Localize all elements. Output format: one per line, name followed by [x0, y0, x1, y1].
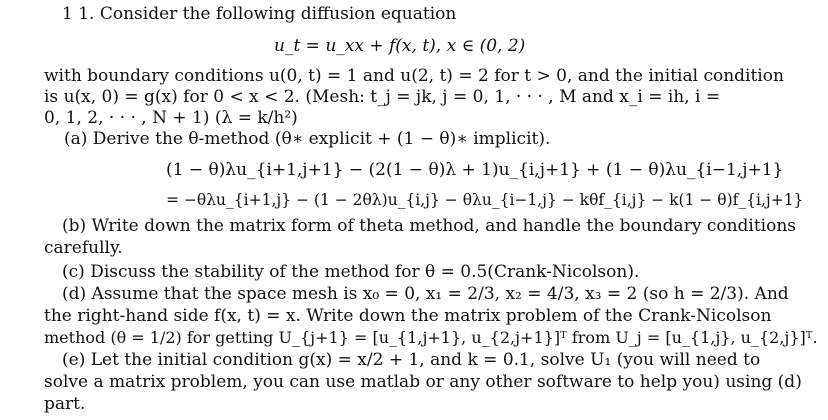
mesh-definition-text: 0, 1, 2, · · · , N + 1) (λ = k/h²): [44, 108, 298, 128]
part-e-text-continued: solve a matrix problem, you can use matlab or any other software to help you) using (d): [44, 372, 802, 392]
part-d-text-continued: the right-hand side f(x, t) = x. Write down the matrix problem of the Crank-Nicolson: [44, 306, 772, 326]
theta-method-equation-line1: (1 − θ)λu_{i+1,j+1} − (2(1 − θ)λ + 1)u_{i,j+1} + (1 − θ)λu_{i−1,j+1}: [166, 160, 784, 180]
initial-condition-text: is u(x, 0) = g(x) for 0 < x < 2. (Mesh: t_j = jk, j = 0, 1, · · · , M and x_i = ih, i =: [44, 87, 721, 107]
problem-heading: 1 1. Consider the following diffusion equation: [62, 4, 457, 24]
part-e-text-continued-2: part.: [44, 394, 86, 414]
part-e-text: (e) Let the initial condition g(x) = x/2 + 1, and k = 0.1, solve U₁ (you will need to: [62, 350, 761, 370]
theta-method-equation-line2: = −θλu_{i+1,j} − (1 − 2θλ)u_{i,j} − θλu_{i−1,j} − kθf_{i,j} − k(1 − θ)f_{i,j+1}: [166, 191, 804, 209]
part-d-text: (d) Assume that the space mesh is x₀ = 0, x₁ = 2/3, x₂ = 4/3, x₃ = 2 (so h = 2/3). And: [62, 284, 789, 304]
part-c-text: (c) Discuss the stability of the method for θ = 0.5(Crank-Nicolson).: [62, 262, 640, 282]
part-b-text-continued: carefully.: [44, 238, 123, 258]
part-a-text: (a) Derive the θ-method (θ∗ explicit + (1 − θ)∗ implicit).: [64, 129, 551, 149]
part-d-text-continued-2: method (θ = 1/2) for getting U_{j+1} = [u_{1,j+1}, u_{2,j+1}]ᵀ from U_j = [u_{1,j}, u_{2,j}]ᵀ.: [44, 328, 818, 347]
part-b-text: (b) Write down the matrix form of theta method, and handle the boundary conditions: [62, 216, 797, 236]
boundary-conditions-text: with boundary conditions u(0, t) = 1 and u(2, t) = 2 for t > 0, and the initial condition: [44, 66, 784, 86]
diffusion-equation: u_t = u_xx + f(x, t), x ∈ (0, 2): [274, 36, 526, 56]
